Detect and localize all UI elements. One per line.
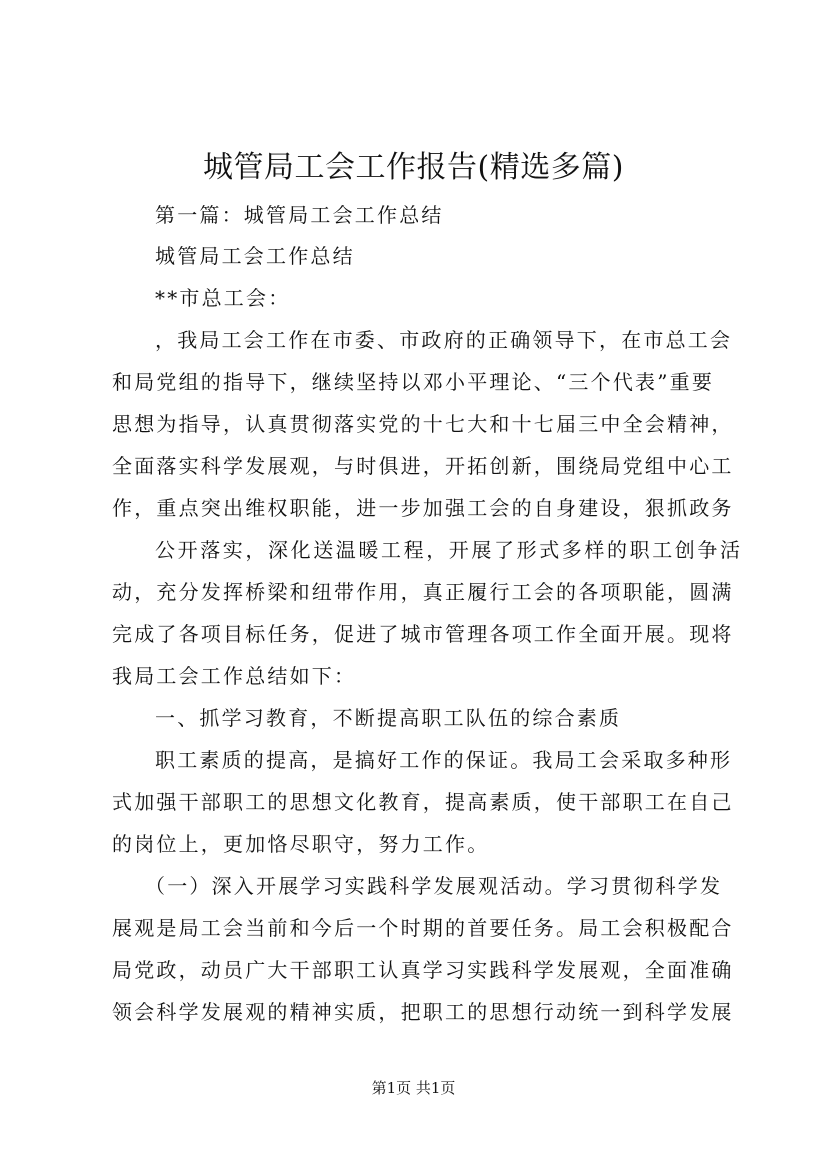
subtitle: 城管局工会工作总结 — [155, 244, 355, 268]
paragraph-line: 领会科学发展观的精神实质，把职工的思想行动统一到科学发展 — [112, 1000, 734, 1024]
paragraph-line: 完成了各项目标任务，促进了城市管理各项工作全面开展。现将 — [112, 622, 734, 646]
paragraph-line: 思想为指导，认真贯彻落实党的十七大和十七届三中全会精神， — [112, 412, 734, 436]
paragraph-line: 动，充分发挥桥梁和纽带作用，真正履行工会的各项职能，圆满 — [112, 580, 734, 604]
salutation: **市总工会： — [155, 286, 291, 310]
paragraph-line: 局党政，动员广大干部职工认真学习实践科学发展观，全面准确 — [112, 958, 734, 982]
paragraph-line: ，我局工会工作在市委、市政府的正确领导下，在市总工会 — [155, 328, 733, 352]
paragraph-line: 我局工会工作总结如下： — [112, 664, 357, 688]
paragraph-line: 公开落实，深化送温暖工程，开展了形式多样的职工创争活 — [155, 538, 743, 562]
paragraph-line: 展观是局工会当前和今后一个时期的首要任务。局工会积极配合 — [112, 916, 734, 940]
section-heading: 一、抓学习教育，不断提高职工队伍的综合素质 — [155, 706, 622, 730]
section-heading: 第一篇：城管局工会工作总结 — [155, 203, 444, 227]
page-number-footer: 第1页 共1页 — [371, 1079, 456, 1097]
paragraph-line: 作，重点突出维权职能，进一步加强工会的自身建设，狠抓政务 — [112, 496, 734, 520]
paragraph-line: 式加强干部职工的思想文化教育，提高素质，使干部职工在自己 — [112, 790, 734, 814]
paragraph-line: 的岗位上，更加恪尽职守，努力工作。 — [112, 832, 490, 856]
paragraph-line: 全面落实科学发展观，与时俱进，开拓创新，围绕局党组中心工 — [112, 454, 734, 478]
document-title: 城管局工会工作报告(精选多篇) — [203, 150, 624, 185]
paragraph-line: 和局党组的指导下，继续坚持以邓小平理论、“三个代表”重要 — [112, 370, 715, 394]
paragraph-line: 职工素质的提高，是搞好工作的保证。我局工会采取多种形 — [155, 748, 733, 772]
paragraph-line: （一）深入开展学习实践科学发展观活动。学习贯彻科学发 — [145, 874, 723, 898]
